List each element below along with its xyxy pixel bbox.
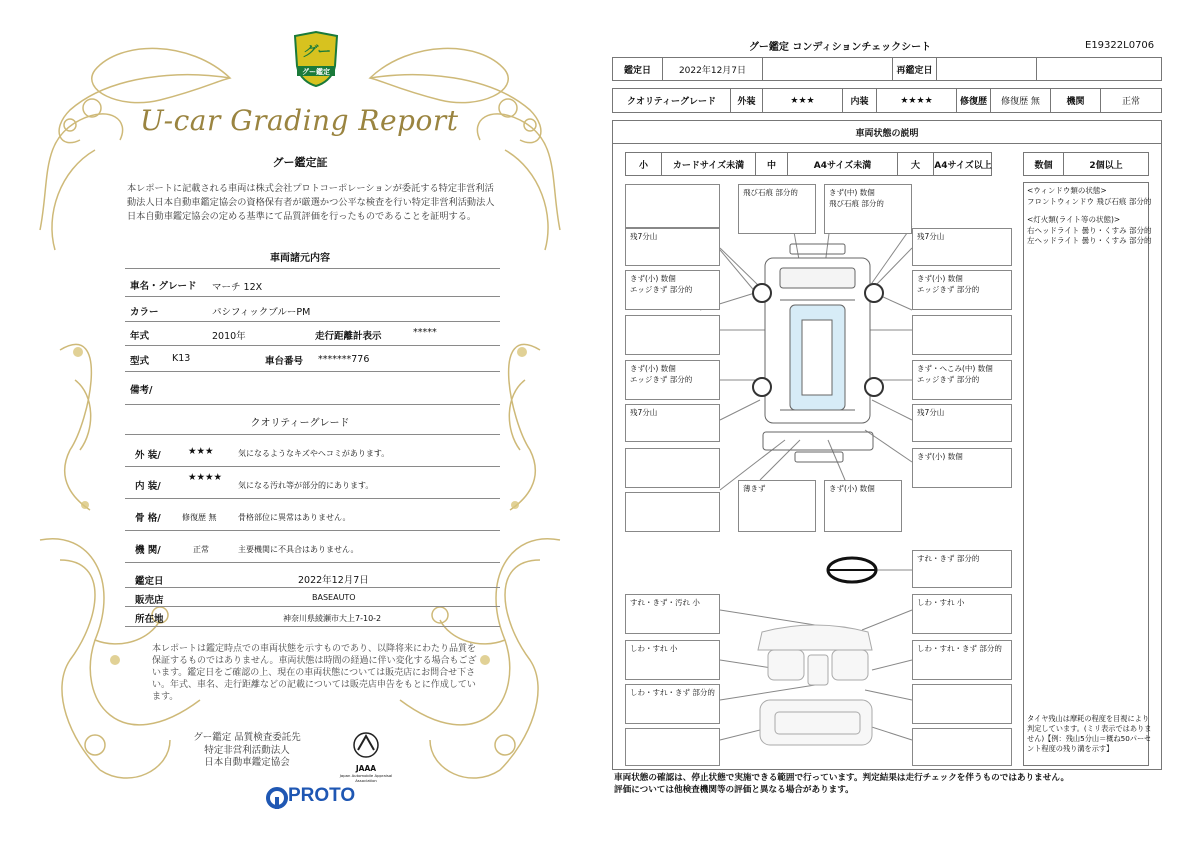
chassis-value: *******776 — [318, 354, 370, 365]
note-box — [912, 728, 1012, 766]
bottom-notes — [614, 772, 1069, 796]
color-value: パシフィックブルーPM — [212, 307, 311, 318]
committee-line: グー鑑定 品質検査委託先 — [193, 732, 301, 743]
note-top-center-1: 飛び石痕 部分的 — [738, 184, 816, 234]
quality-section-title: クオリティーグレード — [250, 418, 350, 429]
goo-appraisal-emblem: グー グー鑑定 — [287, 30, 345, 88]
divider — [125, 466, 500, 467]
note-rear-center-2: きず(小) 数個 — [824, 480, 902, 532]
note-rr-tire: 残7分山 — [912, 404, 1012, 442]
lights-heading: <灯火類(ライト等の状態)> — [1027, 215, 1121, 224]
interior-desc: 気になる汚れ等が部分的にあります。 — [238, 481, 374, 490]
divider — [125, 296, 500, 297]
divider — [125, 562, 500, 563]
divider — [125, 371, 500, 372]
repair-value: 修復歴 無 — [991, 89, 1051, 112]
sheet-title: グー鑑定 コンディションチェックシート — [748, 42, 932, 53]
window-note: フロントウィンドウ 飛び石痕 部分的 — [1027, 196, 1152, 206]
address-value: 神奈川県綾瀬市大上7-10-2 — [283, 614, 382, 623]
mileage-label: 走行距離計表示 — [315, 331, 382, 342]
certificate-title: グー鑑定証 — [272, 156, 328, 169]
condition-title: 車両状態の説明 — [612, 120, 1162, 144]
mileage-value: ***** — [413, 327, 437, 338]
tire-note: タイヤ残山は摩耗の程度を目視により判定しています。(ミリ表示ではありません)【例：残山5分山＝概ね50パーセント程度の残り溝を示す】 — [1027, 714, 1152, 753]
remarks-label: 備考/ — [130, 385, 153, 396]
car-name-label: 車名・グレード — [130, 281, 197, 292]
model-value: K13 — [172, 353, 191, 364]
exterior-label: 外装 — [731, 89, 763, 112]
lights-note: 左ヘッドライト 曇り・くすみ 部分的 — [1027, 236, 1152, 245]
committee-line: 特定非営利活動法人 — [204, 744, 290, 756]
divider — [125, 530, 500, 531]
certificate-intro: 本レポートに記載される車両は株式会社プロトコーポレーションが委託する特定非営利活動法人日本自動車鑑定協会の資格保有者が厳選かつ公平な検査を行い特定非営利活動法人日本自動車鑑定協会の定める基準にて品質評価を行ったものであることを証明する。 — [127, 183, 495, 222]
spec-section-title: 車両諸元内容 — [270, 253, 330, 264]
legend-large: 大 — [898, 153, 934, 175]
interior-grade: ★★★★ — [188, 472, 223, 483]
address-label: 所在地 — [135, 614, 164, 625]
bottom-note-line: 車両状態の確認は、停止状態で実施できる範囲で行っています。判定結果は走行チェックを伴うものではありません。 — [614, 773, 1070, 783]
note-box — [625, 184, 720, 228]
divider — [125, 626, 500, 627]
engine-label: 機 関/ — [135, 545, 161, 556]
sheet-id: E19322L0706 — [1085, 40, 1155, 51]
reappraisal-label: 再鑑定日 — [893, 58, 937, 80]
note-top-center-2: きず(中) 数個 飛び石痕 部分的 — [824, 184, 912, 234]
exterior-value: ★★★ — [763, 89, 843, 112]
lights-note: 右ヘッドライト 曇り・くすみ 部分的 — [1027, 225, 1152, 235]
jaaa-logo — [336, 730, 396, 783]
divider — [125, 587, 500, 588]
repair-label: 修復歴 — [957, 89, 991, 112]
frame-label: 骨 格/ — [135, 513, 161, 524]
note-box — [625, 492, 720, 532]
appraisal-date-label: 鑑定日 — [135, 576, 164, 587]
legend-small-desc: カードサイズ未満 — [662, 153, 756, 175]
jaaa-name: JAAA — [355, 764, 377, 773]
note-lf-tire: 残7分山 — [625, 228, 720, 266]
note-box — [912, 684, 1012, 724]
condition-check-sheet — [600, 0, 1200, 848]
exterior-grade: ★★★ — [188, 446, 214, 457]
divider — [125, 498, 500, 499]
bottom-note-line: 評価については他検査機関等の評価と異なる場合があります。 — [614, 785, 854, 795]
divider — [125, 268, 500, 269]
note-lf-body: きず(小) 数個 エッジきず 部分的 — [625, 270, 720, 310]
note-rear-center-1: 薄きず — [738, 480, 816, 532]
note-box — [625, 448, 720, 488]
note-rf-tire: 残7分山 — [912, 228, 1012, 266]
window-heading: <ウィンドウ類の状態> — [1027, 186, 1107, 195]
divider — [125, 434, 500, 435]
note-box — [625, 728, 720, 766]
jaaa-icon — [336, 730, 396, 760]
interior-label: 内装 — [843, 89, 877, 112]
engine-value: 正常 — [1121, 97, 1140, 107]
divider — [125, 321, 500, 322]
note-int-left-3: しわ・すれ・きず 部分的 — [625, 684, 720, 724]
legend-large-desc: A4サイズ以上 — [934, 160, 992, 171]
model-label: 型式 — [130, 356, 150, 367]
note-lr-tire: 残7分山 — [625, 404, 720, 442]
engine-label: 機関 — [1051, 89, 1101, 112]
note-int-left-2: しわ・すれ 小 — [625, 640, 720, 680]
note-steering: すれ・きず 部分的 — [912, 550, 1012, 588]
jaaa-subtitle: Japan Automobile Appraisal Association — [339, 773, 393, 783]
legend-count-desc: 2個以上 — [1089, 160, 1123, 171]
divider — [125, 345, 500, 346]
engine-desc: 主要機関に不具合はありません。 — [238, 545, 359, 554]
year-label: 年式 — [130, 331, 150, 342]
emblem-label: グー鑑定 — [302, 68, 330, 76]
note-lr-body: きず(小) 数個 エッジきず 部分的 — [625, 360, 720, 400]
dealer-label: 販売店 — [135, 595, 164, 606]
disclaimer-text: 本レポートは鑑定時点での車両状態を示すものであり、以降将来にわたり品質を保証するものではありません。車両状態は時間の経過に伴い変化する場合もございます。鑑定日をご確認の上、現在の車両状態については販売店にお問合せ下さい。年式、車名、走行距離などの記載については販売店申告をもとに作成しています。 — [152, 644, 477, 702]
note-int-right-1: しわ・すれ 小 — [912, 594, 1012, 634]
note-rear-right: きず(小) 数個 — [912, 448, 1012, 488]
appraisal-date-value: 2022年12月7日 — [298, 575, 369, 586]
note-int-right-2: しわ・すれ・きず 部分的 — [912, 640, 1012, 680]
exterior-desc: 気になるようなキズやヘコミがあります。 — [238, 449, 390, 458]
interior-value: ★★★★ — [877, 89, 957, 112]
report-title — [140, 104, 470, 148]
committee-line: 日本自動車鑑定協会 — [204, 757, 290, 768]
year-value: 2010年 — [212, 331, 246, 342]
legend-small: 小 — [626, 153, 662, 175]
proto-mark-icon — [266, 787, 288, 809]
date-value: 2022年12月7日 — [663, 58, 763, 80]
exterior-label: 外 装/ — [135, 450, 161, 461]
report-title-text: U-car Grading Report — [140, 104, 459, 137]
date-label: 鑑定日 — [613, 58, 663, 80]
divider — [125, 606, 500, 607]
car-name-value: マーチ 12X — [212, 282, 263, 293]
proto-text: PROTO — [288, 785, 356, 806]
note-rr-body: きず・へこみ(中) 数個 エッジきず 部分的 — [912, 360, 1012, 400]
note-box — [912, 315, 1012, 355]
frame-desc: 骨格部位に異常はありません。 — [238, 513, 351, 522]
steering-wheel-icon — [828, 558, 876, 582]
dealer-value: BASEAUTO — [312, 593, 356, 602]
note-int-left-1: すれ・きず・汚れ 小 — [625, 594, 720, 634]
interior-label: 内 装/ — [135, 481, 161, 492]
grade-label: クオリティーグレード — [613, 89, 731, 112]
legend-mid: 中 — [756, 153, 788, 175]
proto-logo — [266, 786, 368, 810]
engine-grade: 正常 — [193, 545, 209, 554]
divider — [125, 404, 500, 405]
frame-grade: 修復歴 無 — [182, 513, 217, 522]
legend-mid-desc: A4サイズ未満 — [788, 153, 898, 175]
note-box — [625, 315, 720, 355]
legend-count: 数個 — [1024, 153, 1064, 175]
committee-block — [172, 732, 322, 770]
color-label: カラー — [130, 307, 159, 318]
note-rf-body: きず(小) 数個 エッジきず 部分的 — [912, 270, 1012, 310]
chassis-label: 車台番号 — [265, 356, 304, 367]
